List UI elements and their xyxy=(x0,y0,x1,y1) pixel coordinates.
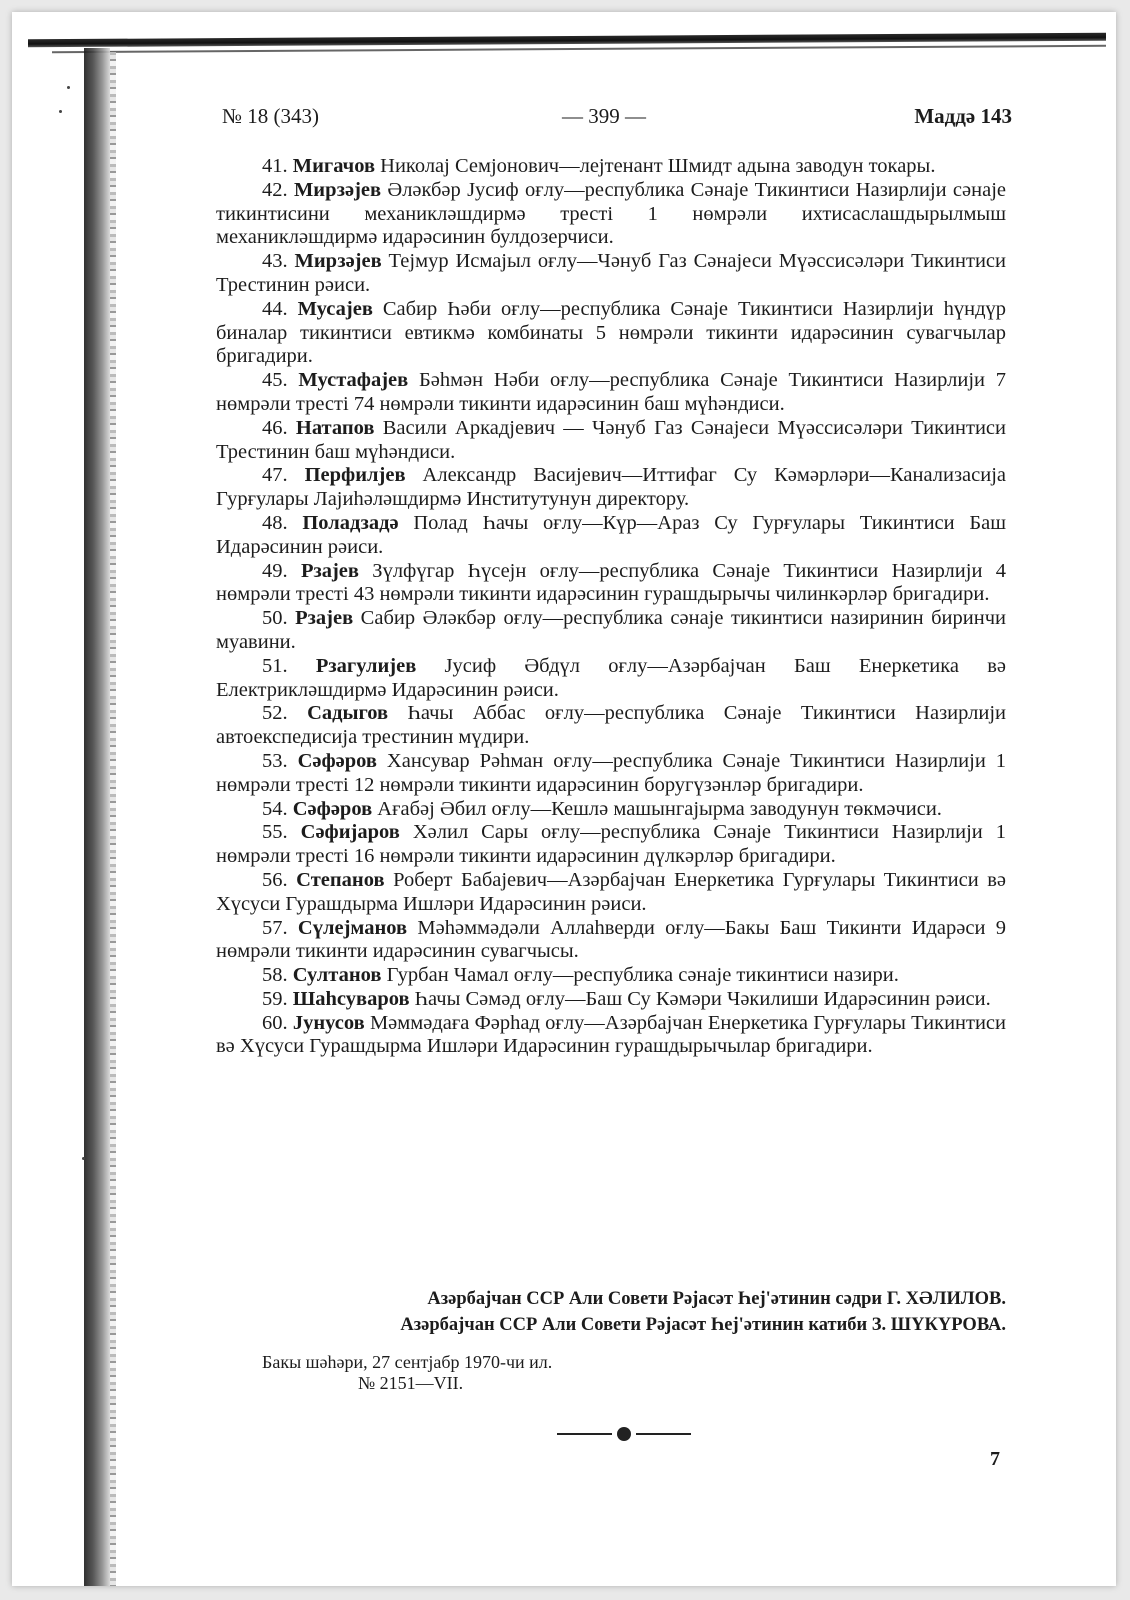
list-item xyxy=(216,179,1006,250)
list-item xyxy=(216,821,1006,869)
entry-surname: Мигачов xyxy=(292,155,376,177)
entry-number: 60. xyxy=(262,1011,288,1034)
entry-text: Хансувар Рәһман оғлу—республика Сәнаје Тикинтиси Назирлији 1 нөмрәли тресті 12 нөмрәли тикинти идарәсинин боругүзәнләр бригадири. xyxy=(216,749,1006,796)
list-item xyxy=(216,798,1006,822)
entry-text: Тејмур Исмајыл оғлу—Чәнуб Газ Сәнајеси Мүәссисәләри Тикинтиси Трестинин рәиси. xyxy=(216,250,1006,296)
entry-number: 43. xyxy=(262,250,288,273)
list-item xyxy=(216,655,1006,703)
entry-number: 45. xyxy=(262,369,288,392)
entry-text: Һачы Аббас оғлу—республика Сәнаје Тикинтиси Назирлији автоекспедисија трестинин мүдири. xyxy=(216,702,1006,749)
entry-text: Александр Васијевич—Иттифаг Су Кәмәрләри—Канализасија Гурғулары Лајиһәләшдирмә Институтунун директору. xyxy=(216,464,1007,511)
issue-number: № 18 (343) xyxy=(222,104,320,128)
entry-text: Гурбан Чамал оғлу—республика сәнаје тикинтиси назири. xyxy=(381,964,899,987)
entry-number: 46. xyxy=(262,416,288,439)
entry-number: 47. xyxy=(262,464,288,487)
entry-text: Ағабәј Әбил оғлу—Кешлә машынгајырма заводунун төкмәчиси. xyxy=(372,797,942,820)
list-item xyxy=(216,417,1006,465)
entry-number: 48. xyxy=(262,511,288,534)
entry-number: 49. xyxy=(262,559,288,582)
entry-number: 53. xyxy=(262,749,288,772)
list-item xyxy=(216,917,1006,965)
scan-spine-shadow xyxy=(84,48,110,1586)
article-number: Маддә 143 xyxy=(914,104,1012,128)
scan-speck xyxy=(59,110,62,113)
entry-text: Сабир Әләкбәр оғлу—республика сәнаје тикинтиси назиринин биринчи муавини. xyxy=(216,607,1006,653)
entry-number: 41. xyxy=(262,155,288,177)
entry-surname: Перфилјев xyxy=(304,464,406,487)
chairman-signature: Азәрбајчан ССР Али Совети Рәјасәт Һеј'әтинин сәдри Г. ХӘЛИЛОВ. xyxy=(427,1289,1006,1309)
signature-block xyxy=(216,1286,1006,1338)
entry-number: 56. xyxy=(262,868,288,891)
entry-surname: Поладзадә xyxy=(302,511,399,534)
entry-number: 57. xyxy=(262,916,288,939)
list-item xyxy=(216,369,1006,417)
entry-surname: Јунусов xyxy=(292,1011,365,1034)
list-item xyxy=(216,988,1006,1012)
secretary-signature: Азәрбајчан ССР Али Совети Рәјасәт Һеј'әтинин катиби З. ШҮКҮРОВА. xyxy=(400,1315,1006,1335)
list-item xyxy=(216,464,1006,512)
ornament-dot xyxy=(617,1427,631,1441)
list-item xyxy=(216,702,1006,750)
end-ornament xyxy=(557,1424,697,1444)
entry-surname: Сүлејманов xyxy=(297,916,408,939)
entry-surname: Натапов xyxy=(295,416,375,439)
entry-surname: Сәфәров xyxy=(292,797,373,820)
entry-number: 50. xyxy=(262,607,288,630)
entry-text: Николај Семјонович—лејтенант Шмидт адына заводун токары. xyxy=(375,155,936,177)
list-item xyxy=(216,560,1006,608)
entry-text: Роберт Бабајевич—Азәрбајчан Енеркетика Гурғулары Тикинтиси вә Хүсуси Гурашдырма Ишләри Идарәсинин рәиси. xyxy=(216,868,1006,915)
document-page xyxy=(12,12,1116,1586)
entry-surname: Рзајев xyxy=(300,559,359,582)
entry-surname: Рзагулијев xyxy=(315,654,417,677)
entry-text: Әләкбәр Јусиф оғлу—республика Сәнаје Тикинтиси Назирлији сәнаје тикинтисини механикләшдирмә тресті 1 нөмрәли ихтисаслашдырылмыш механикләшдирмә идарәсинин булдозерчиси. xyxy=(216,178,1006,249)
page-number-header: — 399 — xyxy=(562,104,646,128)
entry-text: Хәлил Сары оғлу—республика Сәнаје Тикинтиси Назирлији 1 нөмрәли тресті 16 нөмрәли тикинти идарәсинин дүлкәрләр бригадири. xyxy=(216,821,1007,868)
entry-number: 58. xyxy=(262,964,288,987)
entry-text: Һачы Сәмәд оғлу—Баш Су Кәмәри Чәкилиши Идарәсинин рәиси. xyxy=(409,987,991,1010)
list-item xyxy=(216,1012,1006,1060)
entry-text: Мәммәдаға Фәрһад оғлу—Азәрбајчан Енеркетика Гурғулары Тикинтиси вә Хүсуси Гурашдырма Ишләри Идарәсинин гурашдырычылар бригадири. xyxy=(216,1011,1007,1058)
entry-text: Мәһәммәдәли Аллаһверди оғлу—Бакы Баш Тикинти Идарәси 9 нөмрәли тикинти идарәсинин сувагчысы. xyxy=(216,916,1006,963)
entry-surname: Мустафајев xyxy=(298,369,409,392)
list-item xyxy=(216,607,1006,655)
list-item xyxy=(216,964,1006,988)
entry-number: 44. xyxy=(262,297,288,320)
entry-number: 54. xyxy=(262,797,288,820)
list-item xyxy=(216,298,1006,369)
award-list xyxy=(216,155,1006,1059)
entry-number: 51. xyxy=(262,654,288,677)
entry-text: Зүлфүгар Һүсејн оғлу—республика Сәнаје Тикинтиси Назирлији 4 нөмрәли тресті 43 нөмрәли тикинти идарәсинин гурашдырычы чилинкәрләр бригадири. xyxy=(216,559,1006,606)
list-item xyxy=(216,750,1006,798)
entry-surname: Садыгов xyxy=(307,702,389,725)
scan-spine-edge xyxy=(110,52,116,1586)
scan-speck xyxy=(67,86,70,89)
page-header xyxy=(222,104,1012,134)
entry-surname: Сәфәров xyxy=(297,749,377,772)
list-item xyxy=(216,250,1006,298)
decree-number: № 2151—VII. xyxy=(358,1373,464,1393)
entry-surname: Сәфијаров xyxy=(300,821,400,844)
entry-text: Сабир Һәби оғлу—республика Сәнаје Тикинтиси Назирлији һүндүр биналар тикинтиси евтикмә комбинаты 5 нөмрәли тикинти идарәсинин сувагчылар бригадири. xyxy=(216,297,1007,368)
list-item xyxy=(216,869,1006,917)
entry-text: Бәһмән Нәби оғлу—республика Сәнаје Тикинтиси Назирлији 7 нөмрәли тресті 74 нөмрәли тикинти идарәсинин баш мүһәндиси. xyxy=(216,369,1006,415)
entry-text: Полад Һачы оғлу—Күр—Араз Су Гурғулары Тикинтиси Баш Идарәсинин рәиси. xyxy=(216,511,1006,558)
entry-surname: Мусајев xyxy=(297,297,373,320)
entry-surname: Шаһсуваров xyxy=(292,987,410,1010)
list-item xyxy=(216,512,1006,560)
footer-page-number: 7 xyxy=(990,1448,1000,1470)
entry-number: 42. xyxy=(262,178,288,201)
ornament-line-right xyxy=(636,1433,691,1435)
place-date-block xyxy=(262,1352,862,1394)
entry-surname: Рзајев xyxy=(295,607,354,630)
list-item xyxy=(216,155,1006,179)
entry-text: Васили Аркадјевич — Чәнуб Газ Сәнајеси Мүәссисәләри Тикинтиси Трестинин баш мүһәндиси. xyxy=(216,416,1007,463)
entry-surname: Султанов xyxy=(292,964,382,987)
entry-number: 59. xyxy=(262,987,288,1010)
entry-surname: Степанов xyxy=(296,868,385,891)
entry-surname: Мирзәјев xyxy=(294,250,382,273)
scan-speck xyxy=(82,1157,85,1160)
entry-surname: Мирзәјев xyxy=(293,178,382,201)
entry-number: 52. xyxy=(262,702,288,725)
entry-text: Јусиф Әбдүл оғлу—Азәрбајчан Баш Енеркетика вә Електрикләшдирмә Идарәсинин рәиси. xyxy=(216,654,1007,701)
ornament-line-left xyxy=(557,1433,612,1435)
entry-number: 55. xyxy=(262,821,288,844)
place-date: Бакы шәһәри, 27 сентјабр 1970-чи ил. xyxy=(262,1352,553,1372)
